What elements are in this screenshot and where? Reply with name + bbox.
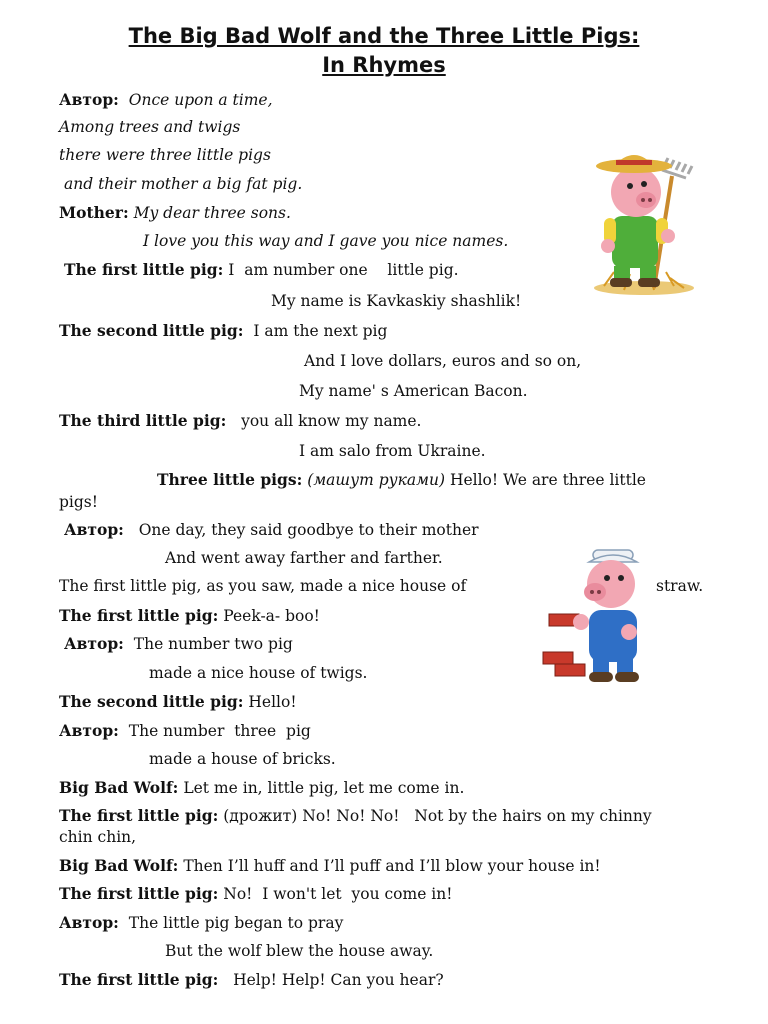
title-line-1: The Big Bad Wolf and the Three Little Pigs:: [128, 24, 640, 48]
line-text: The number two pig: [133, 635, 293, 653]
speaker-label: The first little pig:: [59, 970, 219, 989]
stage-direction: (дрожит): [223, 807, 298, 825]
speaker-label: Mother:: [59, 203, 129, 222]
speaker-label: Автор:: [59, 913, 119, 932]
script-line: [59, 90, 273, 110]
script-line: I love you this way and I gave you nice names.: [143, 232, 509, 250]
script-line: pigs!: [59, 493, 98, 511]
script-line: But the wolf blew the house away.: [165, 942, 434, 960]
script-line: [59, 411, 421, 431]
line-text: Hello!: [248, 693, 297, 711]
speaker-label: Автор:: [59, 721, 119, 740]
script-line: [59, 913, 343, 933]
speaker-label: Big Bad Wolf:: [59, 856, 179, 875]
line-text: Help! Help! Can you hear?: [233, 971, 444, 989]
script-line-tail: straw.: [656, 577, 704, 595]
line-text: Once upon a time,: [128, 91, 273, 109]
script-line: made a nice house of twigs.: [149, 664, 368, 682]
line-text: Let me in, little pig, let me come in.: [183, 779, 465, 797]
script-line: [59, 692, 297, 712]
speaker-label: The first little pig:: [59, 606, 219, 625]
script-line: I am salo from Ukraine.: [299, 442, 486, 460]
script-line: [59, 721, 311, 741]
line-text: No! No! No! Not by the hairs on my chinny: [302, 807, 652, 825]
script-line: My name' s American Bacon.: [299, 382, 528, 400]
speaker-label: The first little pig:: [59, 806, 219, 825]
line-text: you all know my name.: [241, 412, 422, 430]
script-line: [59, 806, 652, 826]
speaker-label: Автор:: [64, 520, 124, 539]
line-text: The number three pig: [128, 722, 311, 740]
script-line: Among trees and twigs: [59, 118, 241, 136]
script-line: [59, 884, 452, 904]
script-line: there were three little pigs: [59, 146, 271, 164]
speaker-label: Автор:: [59, 90, 119, 109]
stage-direction: (машут руками): [307, 471, 446, 489]
farmer-pig-illustration: [584, 148, 698, 298]
script-line: and their mother a big fat pig.: [64, 175, 303, 193]
speaker-label: The first little pig:: [64, 260, 224, 279]
builder-pig-illustration: [541, 548, 653, 688]
script-line: [59, 203, 291, 223]
script-line: chin chin,: [59, 828, 137, 846]
script-line: [59, 970, 444, 990]
line-text: The little pig began to pray: [128, 914, 344, 932]
script-line: [157, 470, 646, 490]
speaker-label: Three little pigs:: [157, 470, 303, 489]
line-text: My dear three sons.: [133, 204, 291, 222]
script-line: The first little pig, as you saw, made a nice house of: [59, 577, 467, 595]
speaker-label: The second little pig:: [59, 321, 244, 340]
speaker-label: The third little pig:: [59, 411, 227, 430]
script-line: [59, 606, 320, 626]
title-line-2: In Rhymes: [322, 53, 446, 77]
script-line: [64, 520, 479, 540]
script-line: [59, 856, 601, 876]
speaker-label: Автор:: [64, 634, 124, 653]
script-line: My name is Kavkaskiy shashlik!: [271, 292, 522, 310]
line-text: I am the next pig: [253, 322, 388, 340]
script-line: And went away farther and farther.: [165, 549, 443, 567]
line-text: No! I won't let you come in!: [223, 885, 453, 903]
script-line: And I love dollars, euros and so on,: [304, 352, 582, 370]
speaker-label: The first little pig:: [59, 884, 219, 903]
speaker-label: The second little pig:: [59, 692, 244, 711]
line-text: Hello! We are three little: [449, 471, 646, 489]
script-line: [64, 260, 459, 280]
script-line: [64, 634, 293, 654]
script-line: made a house of bricks.: [149, 750, 336, 768]
line-text: I am number one little pig.: [228, 261, 459, 279]
script-line: [59, 321, 387, 341]
speaker-label: Big Bad Wolf:: [59, 778, 179, 797]
script-line: [59, 778, 464, 798]
line-text: One day, they said goodbye to their mother: [138, 521, 479, 539]
line-text: Then I’ll huff and I’ll puff and I’ll blow your house in!: [183, 857, 601, 875]
line-text: Peek-a- boo!: [223, 607, 320, 625]
